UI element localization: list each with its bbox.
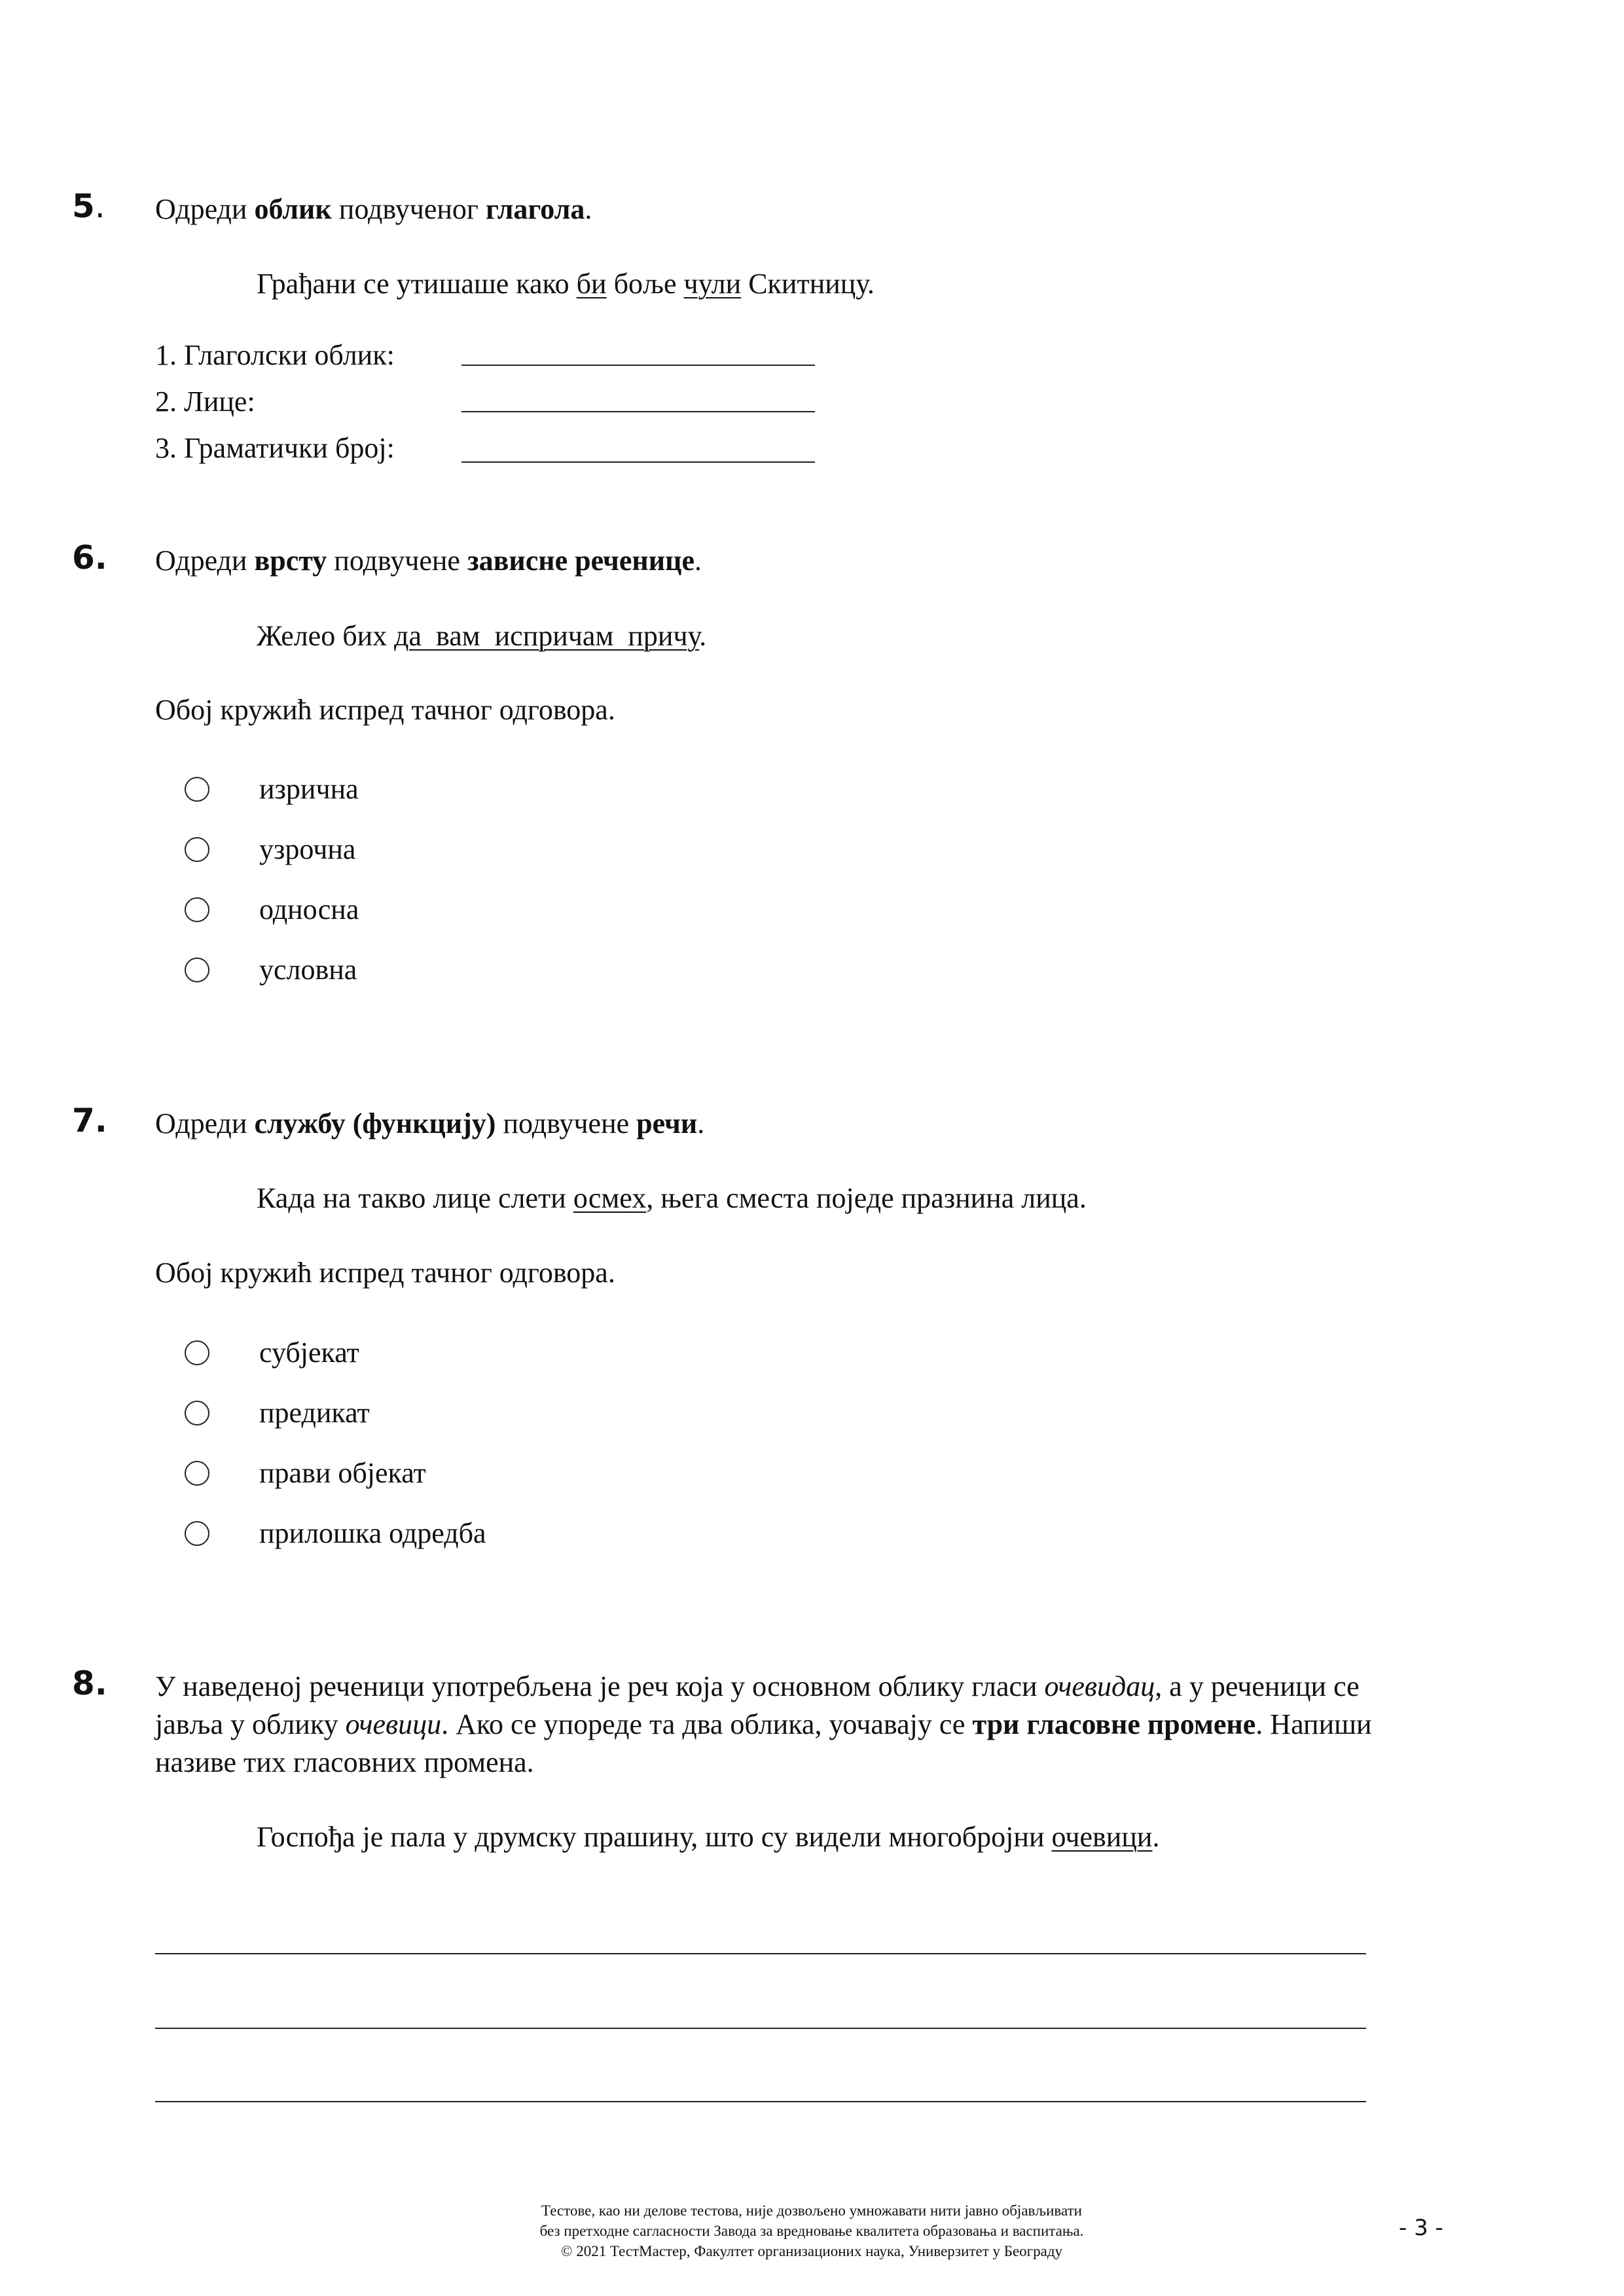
radio-circle[interactable] <box>185 1340 209 1365</box>
answer-line-1[interactable] <box>155 1953 1366 1954</box>
question-8-sentence: Госпођа је пала у друмску прашину, што су видели многобројни очевици. <box>257 1821 1160 1853</box>
option-pravi-objekat[interactable]: прави објекат <box>185 1454 426 1492</box>
radio-circle[interactable] <box>185 1521 209 1546</box>
footer-line-2: без претходне сагласности Завода за вредновање квалитета образовања и васпитања. <box>539 2223 1084 2240</box>
question-5-prompt: Одреди облик подвученог глагола. <box>155 193 592 225</box>
answer-field-number[interactable] <box>461 461 815 463</box>
radio-circle[interactable] <box>185 837 209 862</box>
answer-line-2[interactable] <box>155 2028 1366 2029</box>
option-uzrocna[interactable]: узрочна <box>185 831 355 868</box>
radio-circle[interactable] <box>185 958 209 982</box>
question-8-text-line-2: јавља у облику очевици. Ако се упореде та два облика, уочавају се три гласовне промене. Напиши <box>155 1708 1372 1740</box>
field-label-number: 3. Граматички број: <box>155 432 395 464</box>
question-5-number: 5. <box>72 187 105 225</box>
field-label-verb-form: 1. Глаголски облик: <box>155 339 395 371</box>
option-priloska-odredba[interactable]: прилошка одредба <box>185 1515 486 1552</box>
radio-circle[interactable] <box>185 777 209 802</box>
question-5-sentence: Грађани се утишаше како би боље чули Скитницу. <box>257 268 875 300</box>
footer-line-3: © 2021 ТестМастер, Факултет организационих наука, Универзитет у Београду <box>560 2243 1063 2260</box>
radio-circle[interactable] <box>185 1401 209 1426</box>
answer-line-3[interactable] <box>155 2101 1366 2102</box>
question-6-instruction: Обој кружић испред тачног одговора. <box>155 694 615 726</box>
answer-field-verb-form[interactable] <box>461 365 815 366</box>
option-predikat[interactable]: предикат <box>185 1394 370 1431</box>
footer-line-1: Тестове, као ни делове тестова, није дозвољено умножавати нити јавно објављивати <box>541 2202 1082 2219</box>
question-7-sentence: Када на такво лице слети осмех, њега сместа поједе празнина лица. <box>257 1182 1087 1214</box>
footer-copyright-note <box>393 2200 1231 2261</box>
option-odnosna[interactable]: односна <box>185 891 359 928</box>
question-6-sentence: Желео бих да вам испричам причу. <box>257 620 707 652</box>
question-8-text-line-1: У наведеној реченици употребљена је реч која у основном облику гласи очевидац, а у реченици се <box>155 1670 1360 1702</box>
page-number: - 3 - <box>1399 2215 1443 2241</box>
option-uslovna[interactable]: условна <box>185 951 357 988</box>
question-7-number: 7. <box>72 1102 107 1139</box>
option-subjekat[interactable]: субјекат <box>185 1334 359 1371</box>
option-izricna[interactable]: изрична <box>185 770 359 808</box>
answer-field-person[interactable] <box>461 411 815 412</box>
radio-circle[interactable] <box>185 1461 209 1486</box>
field-label-person: 2. Лице: <box>155 386 255 418</box>
question-7-instruction: Обој кружић испред тачног одговора. <box>155 1257 615 1289</box>
question-8-text-line-3: називе тих гласовних промена. <box>155 1746 534 1778</box>
question-7-prompt: Одреди службу (функцију) подвучене речи. <box>155 1107 705 1139</box>
question-8-number: 8. <box>72 1664 107 1702</box>
question-6-prompt: Одреди врсту подвучене зависне реченице. <box>155 545 702 577</box>
question-6-number: 6. <box>72 539 107 577</box>
radio-circle[interactable] <box>185 897 209 922</box>
